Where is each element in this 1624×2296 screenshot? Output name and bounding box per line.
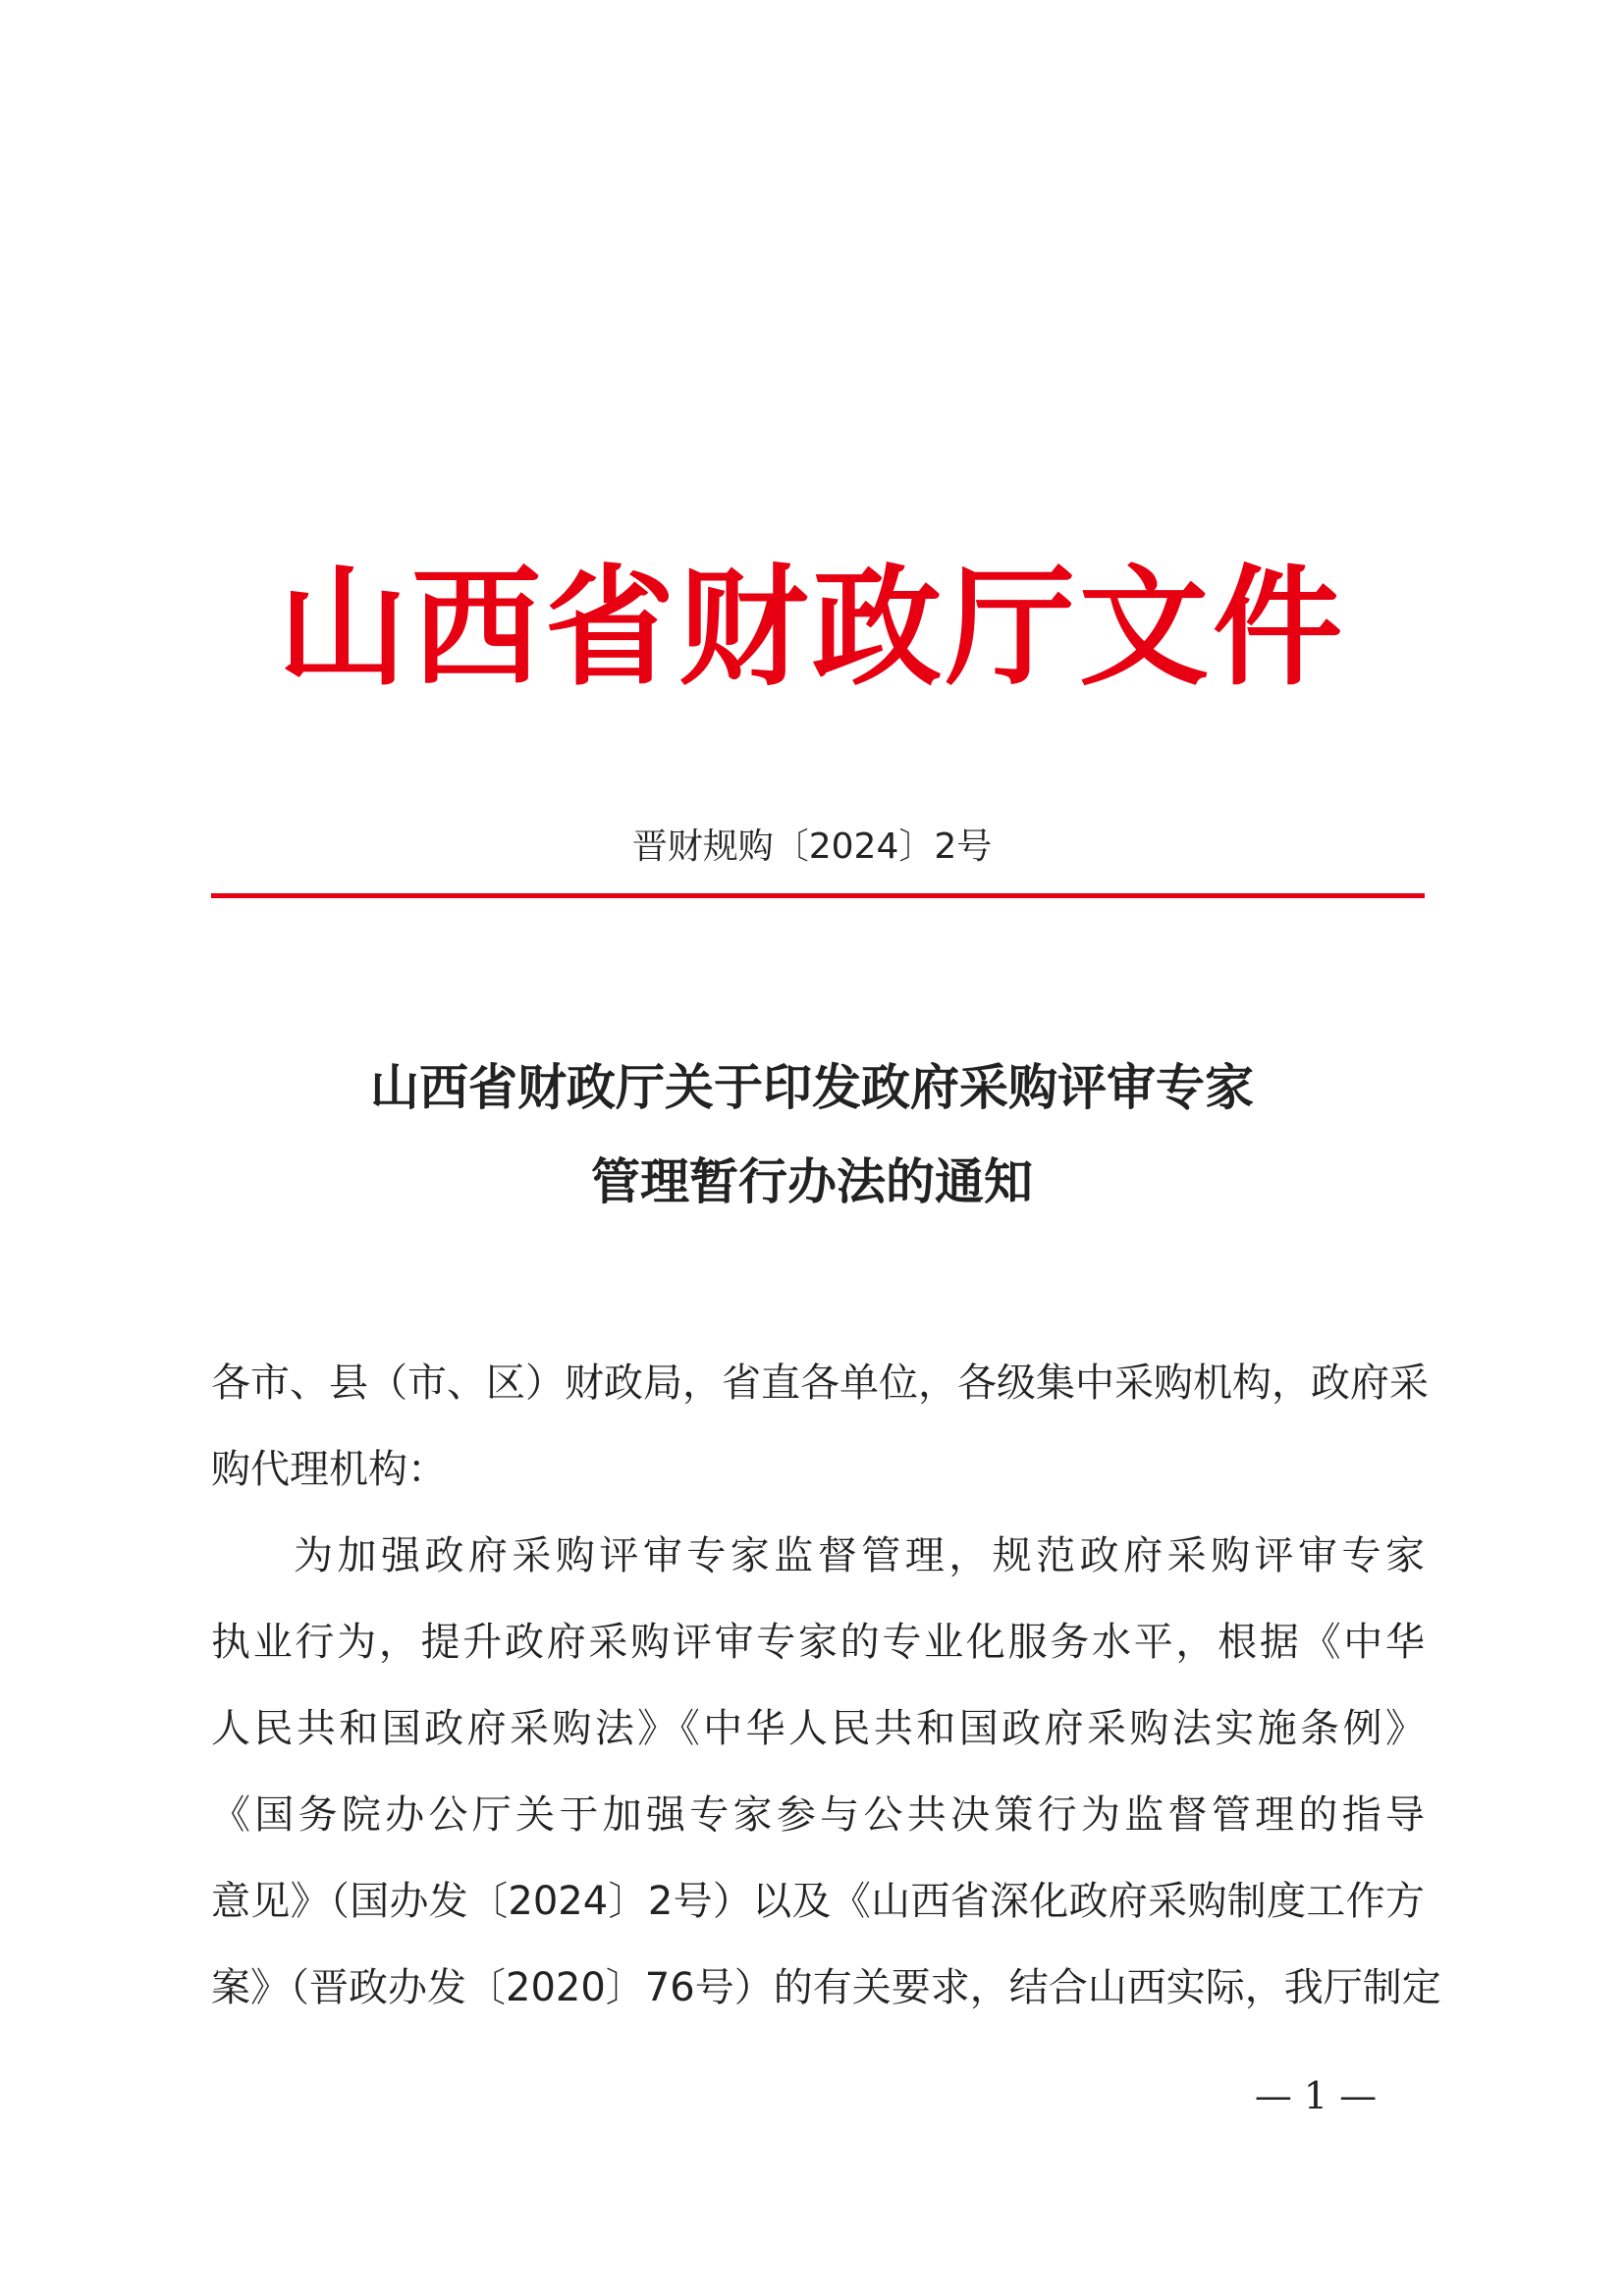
notice-title — [211, 1041, 1413, 1229]
body-line: 执业行为，提升政府采购评审专家的专业化服务水平，根据《中华 — [211, 1620, 1425, 1665]
body-line-addressee: 各市、县（市、区）财政局，省直各单位，各级集中采购机构，政府采 — [211, 1361, 1429, 1406]
document-number: 晋财规购〔2024〕2号 — [631, 827, 993, 867]
page-number: — 1 — — [1254, 2074, 1378, 2117]
body-line: 案》（晋政办发〔2020〕76号）的有关要求，结合山西实际，我厅制定 — [211, 1965, 1441, 2010]
notice-body — [211, 1340, 1441, 2031]
body-line-addressee-end: 购代理机构： — [211, 1447, 447, 1492]
body-line: 为加强政府采购评审专家监督管理，规范政府采购评审专家 — [294, 1533, 1425, 1578]
masthead-title: 山西省财政厅文件 — [278, 552, 1346, 704]
body-line: 意见》（国办发〔2024〕2号）以及《山西省深化政府采购制度工作方 — [211, 1879, 1425, 1924]
red-divider-rule — [211, 893, 1425, 898]
notice-title-line-1: 山西省财政厅关于印发政府采购评审专家 — [370, 1058, 1254, 1116]
body-line: 人民共和国政府采购法》《中华人民共和国政府采购法实施条例》 — [211, 1706, 1425, 1751]
notice-title-line-2: 管理暂行办法的通知 — [591, 1152, 1033, 1210]
body-line: 《国务院办公厅关于加强专家参与公共决策行为监督管理的指导 — [211, 1792, 1425, 1838]
